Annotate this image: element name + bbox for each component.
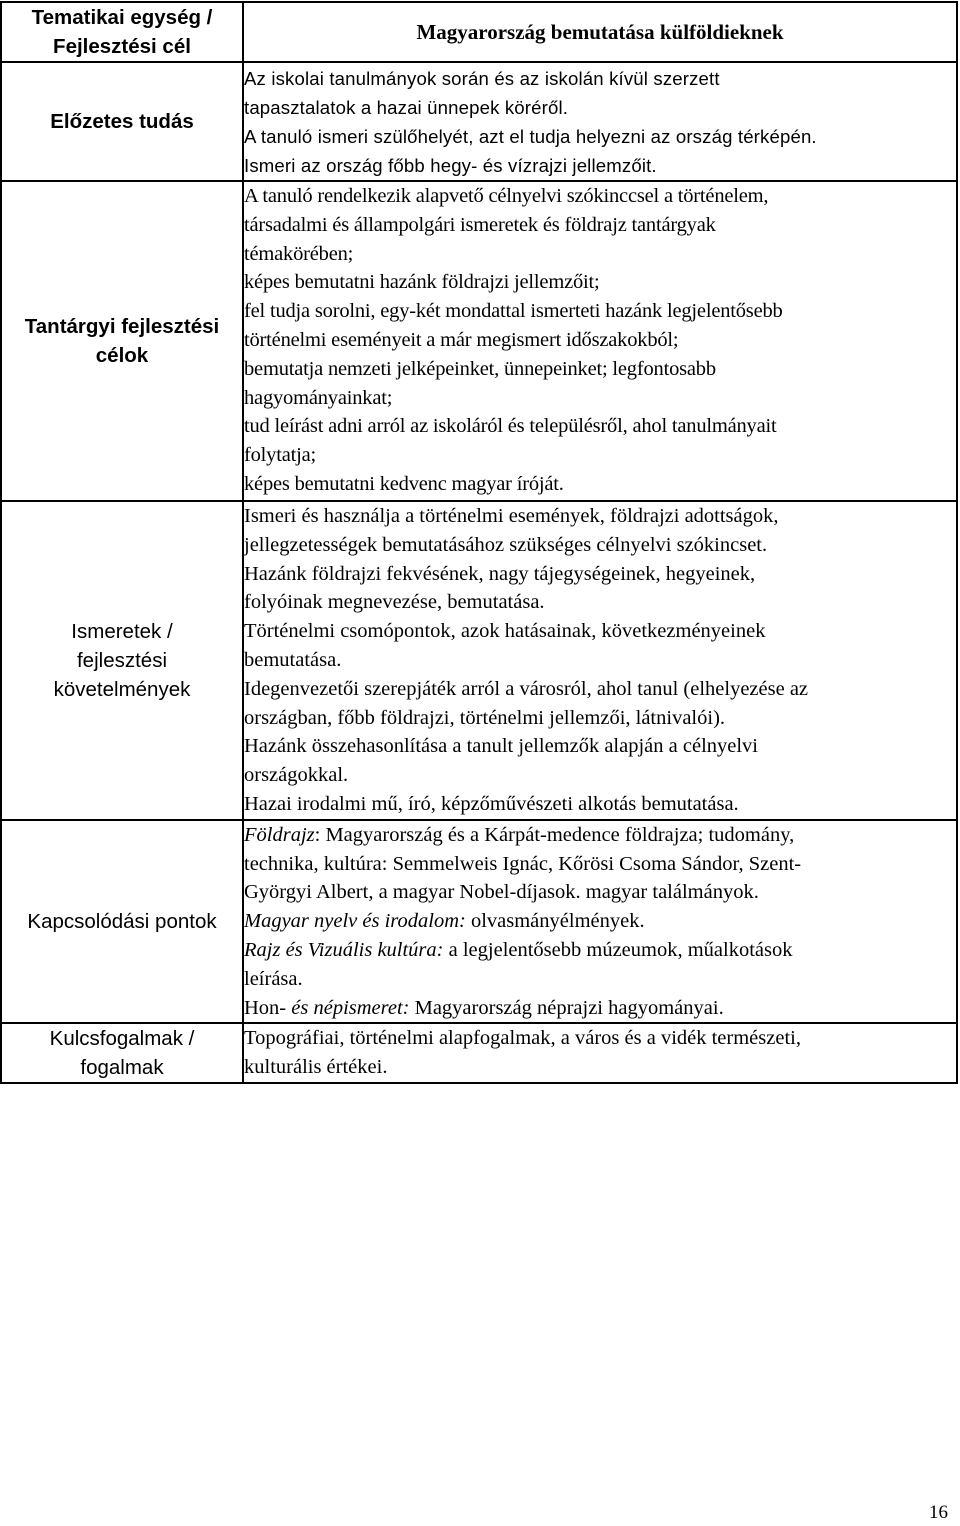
theme-title: Magyarország bemutatása külföldieknek — [243, 2, 957, 62]
conn-folk-text: Magyarország néprajzi hagyományai. — [409, 996, 724, 1019]
prior-line-2: tapasztalatok a hazai ünnepek köréről. — [244, 96, 569, 118]
conn-line-4 — [244, 907, 956, 936]
label-req-line-2: fejlesztési — [76, 648, 167, 672]
prior-line-4: Ismeri az ország főbb hegy- és vízrajzi jellemzőit. — [244, 154, 657, 176]
conn-line-1 — [244, 821, 956, 850]
conn-geography-subject: Földrajz — [244, 823, 315, 846]
row-connections — [1, 820, 957, 1024]
req-line-8: országban, főbb földrajzi, történelmi jellemzői, látnivalói). — [244, 706, 726, 729]
label-subject-goals — [1, 181, 243, 501]
goals-line-8: hagyományainkat; — [244, 386, 393, 409]
goals-line-1: A tanuló rendelkezik alapvető célnyelvi szókinccsel a történelem, — [244, 185, 769, 207]
subject-goals-content — [243, 181, 957, 501]
label-connections: Kapcsolódási pontok — [1, 820, 243, 1024]
key-line-2: kulturális értékei. — [244, 1056, 388, 1079]
req-line-2: jellegzetességek bemutatásához szükséges célnyelvi szókincset. — [244, 533, 768, 556]
req-line-7: Idegenvezetői szerepjáték arról a városról, ahol tanul (elhelyezése az — [244, 677, 809, 700]
requirements-content — [243, 501, 957, 820]
label-req-line-1: Ismeretek / — [71, 619, 173, 643]
goals-line-4: képes bemutatni hazánk földrajzi jellemzőit; — [244, 271, 600, 294]
goals-line-10: folytatja; — [244, 444, 317, 467]
conn-literature-subject: Magyar nyelv és irodalom: — [244, 910, 466, 933]
label-req-line-3: követelmények — [53, 677, 191, 701]
req-line-4: folyóinak megnevezése, bemutatása. — [244, 591, 545, 614]
goals-line-2: társadalmi és állampolgári ismeretek és földrajz tantárgyak — [244, 213, 716, 236]
prior-knowledge-content — [243, 62, 957, 181]
conn-literature-text: olvasmányélmények. — [465, 910, 645, 933]
label-theme-line-1: Tematikai egység / — [31, 6, 213, 29]
label-requirements — [1, 501, 243, 820]
conn-line-7 — [244, 994, 956, 1023]
goals-line-9: tud leírást adni arról az iskoláról és településről, ahol tanulmányait — [244, 415, 777, 438]
conn-folk-subject: és népismeret: — [291, 996, 410, 1019]
conn-art-text-1: a legjelentősebb múzeumok, műalkotások — [443, 938, 793, 961]
conn-geography-text-1: : Magyarország és a Kárpát-medence földrajza; tudomány, — [314, 823, 795, 846]
label-key-line-1: Kulcsfogalmak / — [49, 1027, 195, 1051]
req-line-1: Ismeri és használja a történelmi események, földrajzi adottságok, — [244, 505, 779, 527]
label-key-concepts — [1, 1023, 243, 1083]
label-theme — [1, 2, 243, 62]
goals-line-7: bemutatja nemzeti jelképeinket, ünnepeinket; legfontosabb — [244, 357, 716, 380]
conn-line-2: technika, kultúra: Semmelweis Ignác, Kőrösi Csoma Sándor, Szent- — [244, 852, 802, 875]
goals-line-11: képes bemutatni kedvenc magyar íróját. — [244, 472, 564, 495]
row-theme — [1, 2, 957, 62]
req-line-3: Hazánk földrajzi fekvésének, nagy tájegységeinek, hegyeinek, — [244, 562, 756, 585]
curriculum-table — [0, 1, 958, 1084]
row-key-concepts — [1, 1023, 957, 1083]
goals-line-5: fel tudja sorolni, egy-két mondattal ismerteti hazánk legjelentősebb — [244, 300, 783, 323]
connections-content — [243, 820, 957, 1024]
row-prior-knowledge — [1, 62, 957, 181]
label-key-line-2: fogalmak — [80, 1056, 164, 1080]
row-requirements — [1, 501, 957, 820]
req-line-6: bemutatása. — [244, 648, 342, 671]
conn-line-3: Györgyi Albert, a magyar Nobel-díjasok. magyar találmányok. — [244, 881, 759, 904]
key-line-1: Topográfiai, történelmi alapfogalmak, a város és a vidék természeti, — [244, 1027, 801, 1050]
prior-line-3: A tanuló ismeri szülőhelyét, azt el tudja helyezni az ország térképén. — [244, 125, 817, 147]
conn-art-subject: Rajz és Vizuális kultúra: — [244, 938, 444, 961]
req-line-9: Hazánk összehasonlítása a tanult jellemzők alapján a célnyelvi — [244, 735, 759, 758]
prior-line-1: Az iskolai tanulmányok során és az iskolán kívül szerzett — [244, 67, 720, 89]
label-goals-line-1: Tantárgyi fejlesztési — [24, 315, 220, 338]
key-concepts-content — [243, 1023, 957, 1083]
conn-line-5 — [244, 936, 956, 965]
label-goals-line-2: célok — [95, 344, 149, 367]
goals-line-6: történelmi eseményeit a már megismert időszakokból; — [244, 328, 679, 351]
req-line-10: országokkal. — [244, 764, 349, 787]
goals-line-3: témakörében; — [244, 242, 354, 265]
conn-folk-prefix: Hon- — [244, 996, 292, 1019]
req-line-11: Hazai irodalmi mű, író, képzőművészeti alkotás bemutatása. — [244, 792, 739, 815]
label-theme-line-2: Fejlesztési cél — [53, 35, 191, 58]
req-line-5: Történelmi csomópontok, azok hatásainak, következményeinek — [244, 620, 766, 643]
row-subject-goals — [1, 181, 957, 501]
label-prior-knowledge: Előzetes tudás — [1, 62, 243, 181]
page-number: 16 — [929, 1502, 948, 1523]
conn-line-6: leírása. — [244, 967, 303, 990]
